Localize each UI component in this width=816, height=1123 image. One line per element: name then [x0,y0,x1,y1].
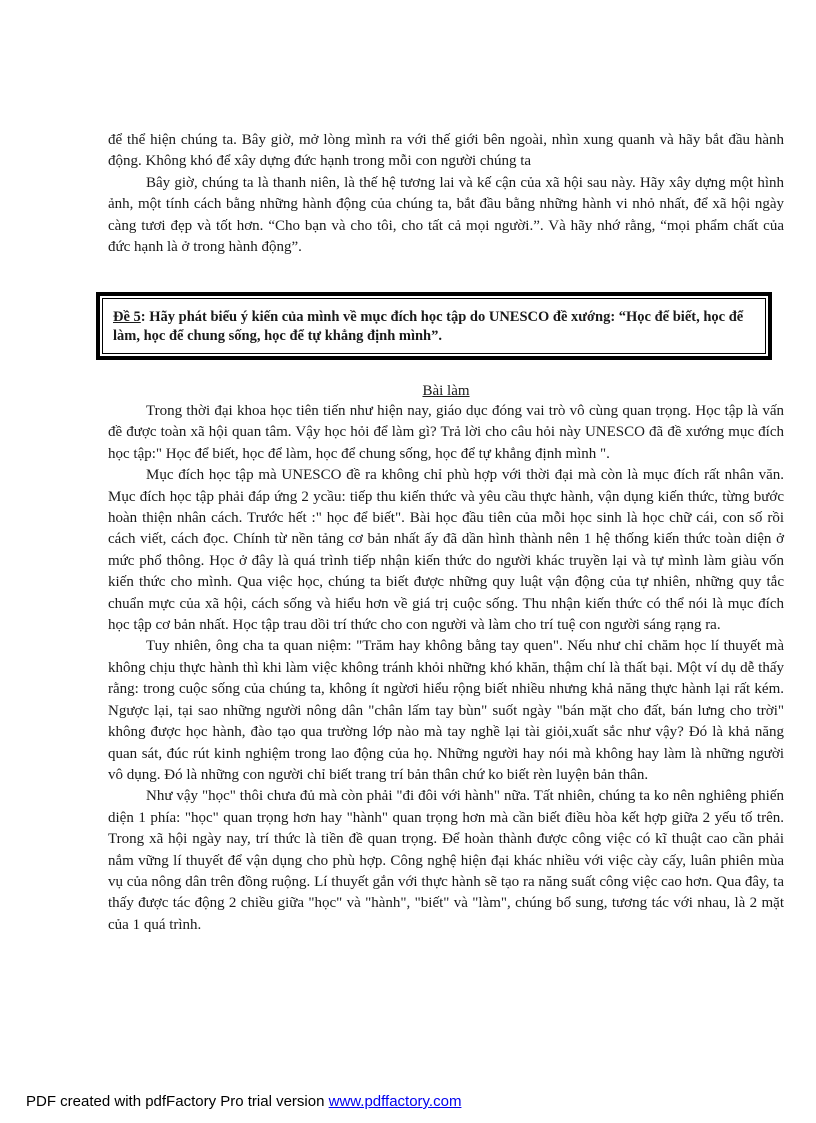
essay-paragraph-4: Như vậy "học" thôi chưa đủ mà còn phải "đi đôi với hành" nữa. Tất nhiên, chúng ta ko nên nghiêng phiến diện 1 phía: "học" quan trọng hơn hay "hành" quan trọng hơn mà cần biết điều hòa kết hợp giữa 2 yếu tố trên. Trong xã hội ngày nay, trí thức là tiền đề quan trọng. Để hoàn thành được công việc có kĩ thuật cao cần phải nắm vững lí thuyết để vận dụng cho phù hợp. Công nghệ hiện đại khác nhiều với việc cày cấy, luân phiên mùa vụ của nông dân trên đồng ruộng. Lí thuyết gắn với thực hành sẽ tạo ra năng suất công việc cao hơn. Qua đây, ta thấy được tác động 2 chiều giữa "học" và "hành", "biết" và "làm", chúng bổ sung, tương tác với nhau, là 2 mặt của 1 quá trình. [108,788,784,933]
intro-paragraph-1: để thể hiện chúng ta. Bây giờ, mở lòng mình ra với thế giới bên ngoài, nhìn xung quanh và hãy bắt đầu hành động. Không khó để xây dựng đức hạnh trong mỗi con người chúng ta [108,132,784,170]
footer-link[interactable]: www.pdffactory.com [328,1093,462,1110]
intro-paragraph-2: Bây giờ, chúng ta là thanh niên, là thế hệ tương lai và kế cận của xã hội sau này. Hãy xây dựng một hình ảnh, một tính cách bằng những hành động của chúng ta, bắt đầu bằng những hành vi nhỏ nhất, để xã hội ngày càng tươi đẹp và tốt hơn. “Cho bạn và cho tôi, cho tất cả mọi người.”. Và hãy nhớ rằng, “mọi phẩm chất của đức hạnh là ở trong hành động”. [108,174,784,256]
essay-paragraph-3: Tuy nhiên, ông cha ta quan niệm: "Trăm hay không bằng tay quen". Nếu như chỉ chăm học lí thuyết mà không chịu thực hành thì khi làm việc không tránh khỏi những khó khăn, thậm chí là thất bại. Một ví dụ dễ thấy rằng: trong cuộc sống của chúng ta, không ít ngừơi hiểu rộng biết nhiều nhưng khả năng thực hành lại rất kém. Ngược lại, tại sao những người nông dân "chân lấm tay bùn" suốt ngày "bán mặt cho đất, bán lưng cho trời" không được học hành, đào tạo qua trường lớp nào mà tay nghề lại tài giỏi,xuất sắc như vậy? Đó là khả năng quan sát, đúc rút kinh nghiệm trong lao động của họ. Những người hay nói mà không hay làm là những người vô dụng. Đó là những con người chỉ biết trang trí bản thân chứ ko biết rèn luyện bản thân. [108,638,784,783]
essay-heading [108,381,784,401]
essay-body [108,401,784,936]
pdf-footer [26,1093,461,1110]
task-box [96,292,772,360]
task-text: : Hãy phát biểu ý kiến của mình về mục đích học tập do UNESCO đề xướng: “Học để biết, học để làm, học để chung sống, học để tự khẳng định mình”. [113,309,744,344]
essay-paragraph-2: Mục đích học tập mà UNESCO đề ra không chỉ phù hợp với thời đại mà còn là mục đích rất nhân văn. Mục đích học tập phải đáp ứng 2 ycầu: tiếp thu kiến thức và yêu cầu thực hành, vận dụng kiến thức, từng bước hoàn thiện nhân cách. Trước hết :" học để biết". Bài học đầu tiên của mỗi học sinh là học chữ cái, con số rồi cách viết, cách đọc. Chính từ nền tảng cơ bản nhất ấy đã dần hình thành nên 1 hệ thống kiến thức toàn diện ở mức phổ thông. Học ở đây là quá trình tiếp nhận kiến thức do người khác truyền lại và tự mình làm giàu vốn kiến thức cho mình. Qua việc học, chúng ta biết được những quy luật vận động của tự nhiên, những quy tắc chuẩn mực của xã hội, cách sống và hiểu hơn về giá trị cuộc sống. Thu nhận kiến thức có thể nói là mục đích học tập cơ bản nhất. Học tập trau dồi trí thức cho con người và làm cho trí tuệ con người sáng rạng ra. [108,467,784,634]
footer-text: PDF created with pdfFactory Pro trial version [26,1093,329,1110]
essay-paragraph-1: Trong thời đại khoa học tiên tiến như hiện nay, giáo dục đóng vai trò vô cùng quan trọng. Học tập là vấn đề được toàn xã hội quan tâm. Vậy học hỏi để làm gì? Trả lời cho câu hỏi này UNESCO đã đề xướng mục đích học tập:" Học để biết, học để làm, học để chung sống, học để tự khẳng định mình ". [108,403,784,462]
task-prompt [102,298,766,354]
essay-heading-text: Bài làm [422,383,470,399]
intro-section [108,130,784,258]
task-label: Đề 5 [113,309,141,325]
